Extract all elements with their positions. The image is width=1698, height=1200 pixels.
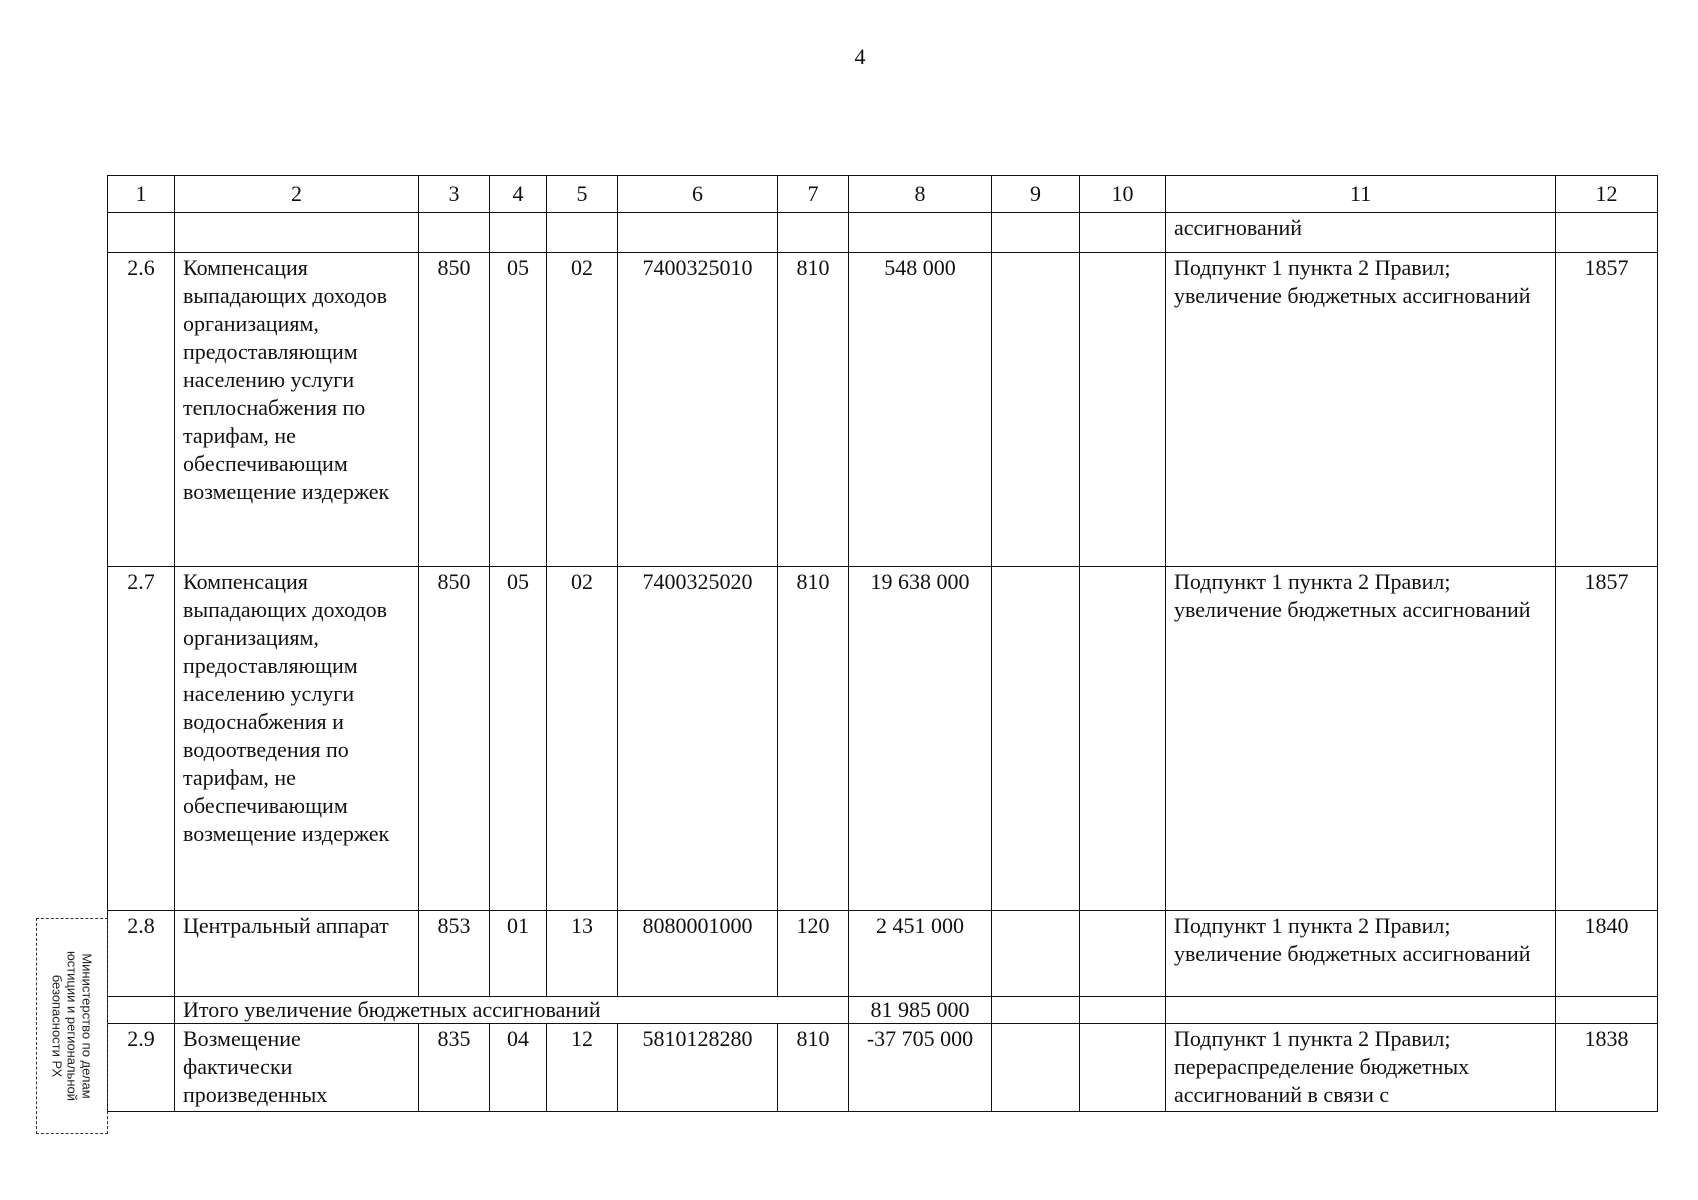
item-name-cell: Центральный аппарат — [175, 911, 419, 997]
amount-cell: 2 451 000 — [849, 911, 992, 997]
empty-cell — [108, 997, 175, 1024]
column-number-cell: 3 — [419, 176, 490, 213]
empty-cell — [1166, 997, 1556, 1024]
basis-cell: Подпункт 1 пункта 2 Правил; перераспределение бюджетных ассигнований в связи с — [1166, 1024, 1556, 1112]
empty-cell — [490, 213, 547, 253]
code-cell: 8080001000 — [618, 911, 778, 997]
ministry-stamp — [36, 918, 108, 1134]
code-cell: 853 — [419, 911, 490, 997]
row-number-cell: 2.9 — [108, 1024, 175, 1112]
column-number-cell: 9 — [992, 176, 1080, 213]
table-row — [108, 1024, 1658, 1112]
empty-cell — [618, 213, 778, 253]
code-cell: 850 — [419, 567, 490, 911]
column-number-cell: 4 — [490, 176, 547, 213]
column-number-cell: 6 — [618, 176, 778, 213]
empty-cell — [419, 213, 490, 253]
code-cell: 810 — [778, 567, 849, 911]
continuation-row — [108, 213, 1658, 253]
amount-cell — [992, 1024, 1080, 1112]
column-number-cell: 10 — [1080, 176, 1166, 213]
total-label: Итого увеличение бюджетных ассигнований — [175, 997, 849, 1024]
amount-cell — [1080, 253, 1166, 567]
table-row — [108, 911, 1658, 997]
code-cell: 02 — [547, 567, 618, 911]
amount-cell — [1080, 1024, 1166, 1112]
code-cell: 04 — [490, 1024, 547, 1112]
code-cell: 1857 — [1556, 567, 1658, 911]
column-number-cell: 7 — [778, 176, 849, 213]
basis-cell: Подпункт 1 пункта 2 Правил; увеличение бюджетных ассигнований — [1166, 911, 1556, 997]
table-row — [108, 253, 1658, 567]
code-cell: 810 — [778, 1024, 849, 1112]
code-cell: 05 — [490, 567, 547, 911]
amount-cell: -37 705 000 — [849, 1024, 992, 1112]
item-name-cell: Возмещение фактически произведенных — [175, 1024, 419, 1112]
code-cell: 1840 — [1556, 911, 1658, 997]
column-number-cell: 2 — [175, 176, 419, 213]
amount-cell — [992, 567, 1080, 911]
code-cell: 7400325020 — [618, 567, 778, 911]
stamp-line: безопасности РХ — [49, 974, 65, 1078]
row-number-cell: 2.8 — [108, 911, 175, 997]
code-cell: 120 — [778, 911, 849, 997]
empty-cell — [1556, 997, 1658, 1024]
stamp-text — [50, 921, 95, 1131]
table-row — [108, 567, 1658, 911]
basis-cell: Подпункт 1 пункта 2 Правил; увеличение бюджетных ассигнований — [1166, 567, 1556, 911]
code-cell: 850 — [419, 253, 490, 567]
code-cell: 13 — [547, 911, 618, 997]
empty-cell — [175, 213, 419, 253]
total-row — [108, 997, 1658, 1024]
column-number-row — [108, 176, 1658, 213]
code-cell: 5810128280 — [618, 1024, 778, 1112]
empty-cell — [992, 997, 1080, 1024]
basis-cell: ассигнований — [1166, 213, 1556, 253]
code-cell: 1838 — [1556, 1024, 1658, 1112]
code-cell: 7400325010 — [618, 253, 778, 567]
page-number: 4 — [854, 44, 866, 69]
column-number-cell: 5 — [547, 176, 618, 213]
amount-cell — [992, 253, 1080, 567]
code-cell: 12 — [547, 1024, 618, 1112]
empty-cell — [778, 213, 849, 253]
code-cell: 810 — [778, 253, 849, 567]
total-amount: 81 985 000 — [849, 997, 992, 1024]
code-cell: 01 — [490, 911, 547, 997]
column-number-cell: 11 — [1166, 176, 1556, 213]
amount-cell: 548 000 — [849, 253, 992, 567]
empty-cell — [108, 213, 175, 253]
code-cell: 1857 — [1556, 253, 1658, 567]
empty-cell — [1556, 213, 1658, 253]
amount-cell — [1080, 911, 1166, 997]
empty-cell — [992, 213, 1080, 253]
column-number-cell: 1 — [108, 176, 175, 213]
amount-cell — [1080, 567, 1166, 911]
code-cell: 05 — [490, 253, 547, 567]
row-number-cell: 2.6 — [108, 253, 175, 567]
item-name-cell: Компенсация выпадающих доходов организациям, предоставляющим населению услуги водоснабжения и водоотведения по тарифам, не обеспечивающим возмещение издержек — [175, 567, 419, 911]
column-number-cell: 8 — [849, 176, 992, 213]
basis-cell: Подпункт 1 пункта 2 Правил; увеличение бюджетных ассигнований — [1166, 253, 1556, 567]
amount-cell — [992, 911, 1080, 997]
code-cell: 835 — [419, 1024, 490, 1112]
row-number-cell: 2.7 — [108, 567, 175, 911]
stamp-line: юстиции и региональной — [64, 950, 80, 1102]
item-name-cell: Компенсация выпадающих доходов организациям, предоставляющим населению услуги теплоснабжения по тарифам, не обеспечивающим возмещение издержек — [175, 253, 419, 567]
stamp-line: Министерство по делам — [79, 953, 95, 1099]
budget-table — [107, 175, 1658, 1112]
empty-cell — [547, 213, 618, 253]
column-number-cell: 12 — [1556, 176, 1658, 213]
empty-cell — [1080, 213, 1166, 253]
amount-cell: 19 638 000 — [849, 567, 992, 911]
empty-cell — [849, 213, 992, 253]
empty-cell — [1080, 997, 1166, 1024]
code-cell: 02 — [547, 253, 618, 567]
